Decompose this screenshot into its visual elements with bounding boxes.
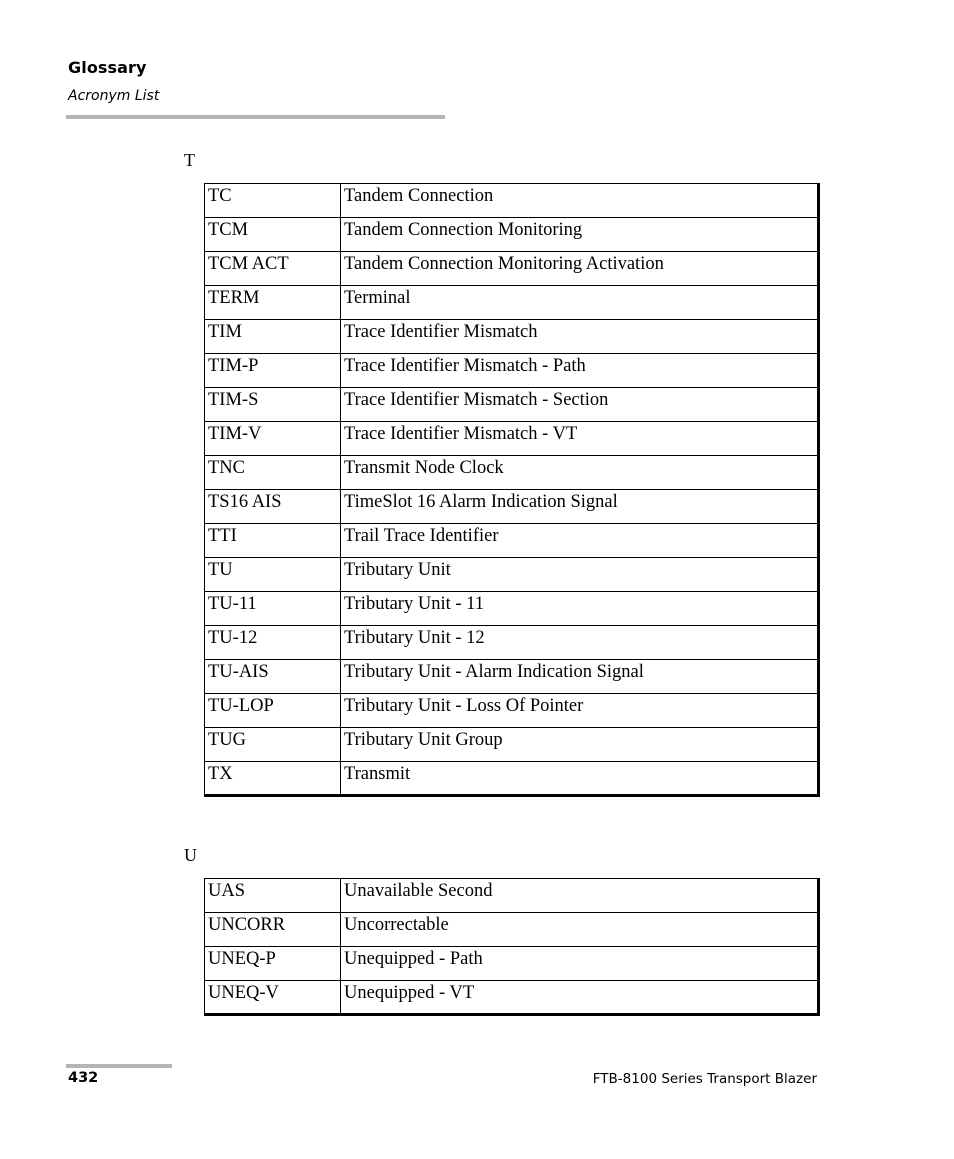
table-row <box>205 592 819 626</box>
definition-cell: Tributary Unit - 11 <box>341 592 819 626</box>
acronym-table-t <box>204 183 820 797</box>
acronym-cell: TU-11 <box>205 592 341 626</box>
acronym-cell: TERM <box>205 286 341 320</box>
table-row <box>205 694 819 728</box>
definition-cell: Trace Identifier Mismatch - Section <box>341 388 819 422</box>
acronym-cell: TIM <box>205 320 341 354</box>
table-row <box>205 218 819 252</box>
definition-cell: Tributary Unit <box>341 558 819 592</box>
acronym-cell: TNC <box>205 456 341 490</box>
table-row <box>205 879 819 913</box>
acronym-cell: TU-AIS <box>205 660 341 694</box>
table-row <box>205 456 819 490</box>
table-row <box>205 286 819 320</box>
table-row <box>205 422 819 456</box>
definition-cell: Transmit <box>341 762 819 796</box>
page-title: Glossary <box>68 58 147 77</box>
acronym-cell: UAS <box>205 879 341 913</box>
definition-cell: Tributary Unit Group <box>341 728 819 762</box>
table-row <box>205 388 819 422</box>
definition-cell: Unequipped - VT <box>341 981 819 1015</box>
table-row <box>205 728 819 762</box>
table-row <box>205 490 819 524</box>
header-divider <box>66 115 445 119</box>
footer-divider <box>66 1064 172 1068</box>
table-row <box>205 762 819 796</box>
acronym-table-u <box>204 878 820 1016</box>
definition-cell: Tandem Connection Monitoring Activation <box>341 252 819 286</box>
definition-cell: Terminal <box>341 286 819 320</box>
definition-cell: TimeSlot 16 Alarm Indication Signal <box>341 490 819 524</box>
acronym-cell: TX <box>205 762 341 796</box>
acronym-cell: TIM-P <box>205 354 341 388</box>
definition-cell: Tandem Connection Monitoring <box>341 218 819 252</box>
table-row <box>205 947 819 981</box>
acronym-cell: TTI <box>205 524 341 558</box>
acronym-cell: UNEQ-V <box>205 981 341 1015</box>
acronym-cell: TU-LOP <box>205 694 341 728</box>
definition-cell: Trace Identifier Mismatch <box>341 320 819 354</box>
acronym-cell: TU-12 <box>205 626 341 660</box>
acronym-cell: TC <box>205 184 341 218</box>
table-row <box>205 524 819 558</box>
acronym-cell: TUG <box>205 728 341 762</box>
definition-cell: Unavailable Second <box>341 879 819 913</box>
definition-cell: Transmit Node Clock <box>341 456 819 490</box>
definition-cell: Trace Identifier Mismatch - VT <box>341 422 819 456</box>
acronym-cell: TU <box>205 558 341 592</box>
acronym-cell: TIM-S <box>205 388 341 422</box>
table-row <box>205 252 819 286</box>
table-row <box>205 558 819 592</box>
table-row <box>205 660 819 694</box>
table-row <box>205 913 819 947</box>
section-letter-t: T <box>184 150 195 170</box>
definition-cell: Trace Identifier Mismatch - Path <box>341 354 819 388</box>
table-row <box>205 981 819 1015</box>
definition-cell: Trail Trace Identifier <box>341 524 819 558</box>
definition-cell: Tributary Unit - Loss Of Pointer <box>341 694 819 728</box>
page-subtitle: Acronym List <box>68 88 160 104</box>
page-number: 432 <box>68 1070 99 1086</box>
acronym-cell: UNEQ-P <box>205 947 341 981</box>
definition-cell: Tributary Unit - 12 <box>341 626 819 660</box>
acronym-cell: TIM-V <box>205 422 341 456</box>
definition-cell: Unequipped - Path <box>341 947 819 981</box>
acronym-cell: TCM <box>205 218 341 252</box>
definition-cell: Tributary Unit - Alarm Indication Signal <box>341 660 819 694</box>
product-name: FTB-8100 Series Transport Blazer <box>592 1071 817 1087</box>
table-row <box>205 626 819 660</box>
table-row <box>205 184 819 218</box>
section-letter-u: U <box>184 845 197 865</box>
acronym-cell: TCM ACT <box>205 252 341 286</box>
acronym-cell: UNCORR <box>205 913 341 947</box>
table-row <box>205 320 819 354</box>
definition-cell: Uncorrectable <box>341 913 819 947</box>
acronym-cell: TS16 AIS <box>205 490 341 524</box>
definition-cell: Tandem Connection <box>341 184 819 218</box>
table-row <box>205 354 819 388</box>
